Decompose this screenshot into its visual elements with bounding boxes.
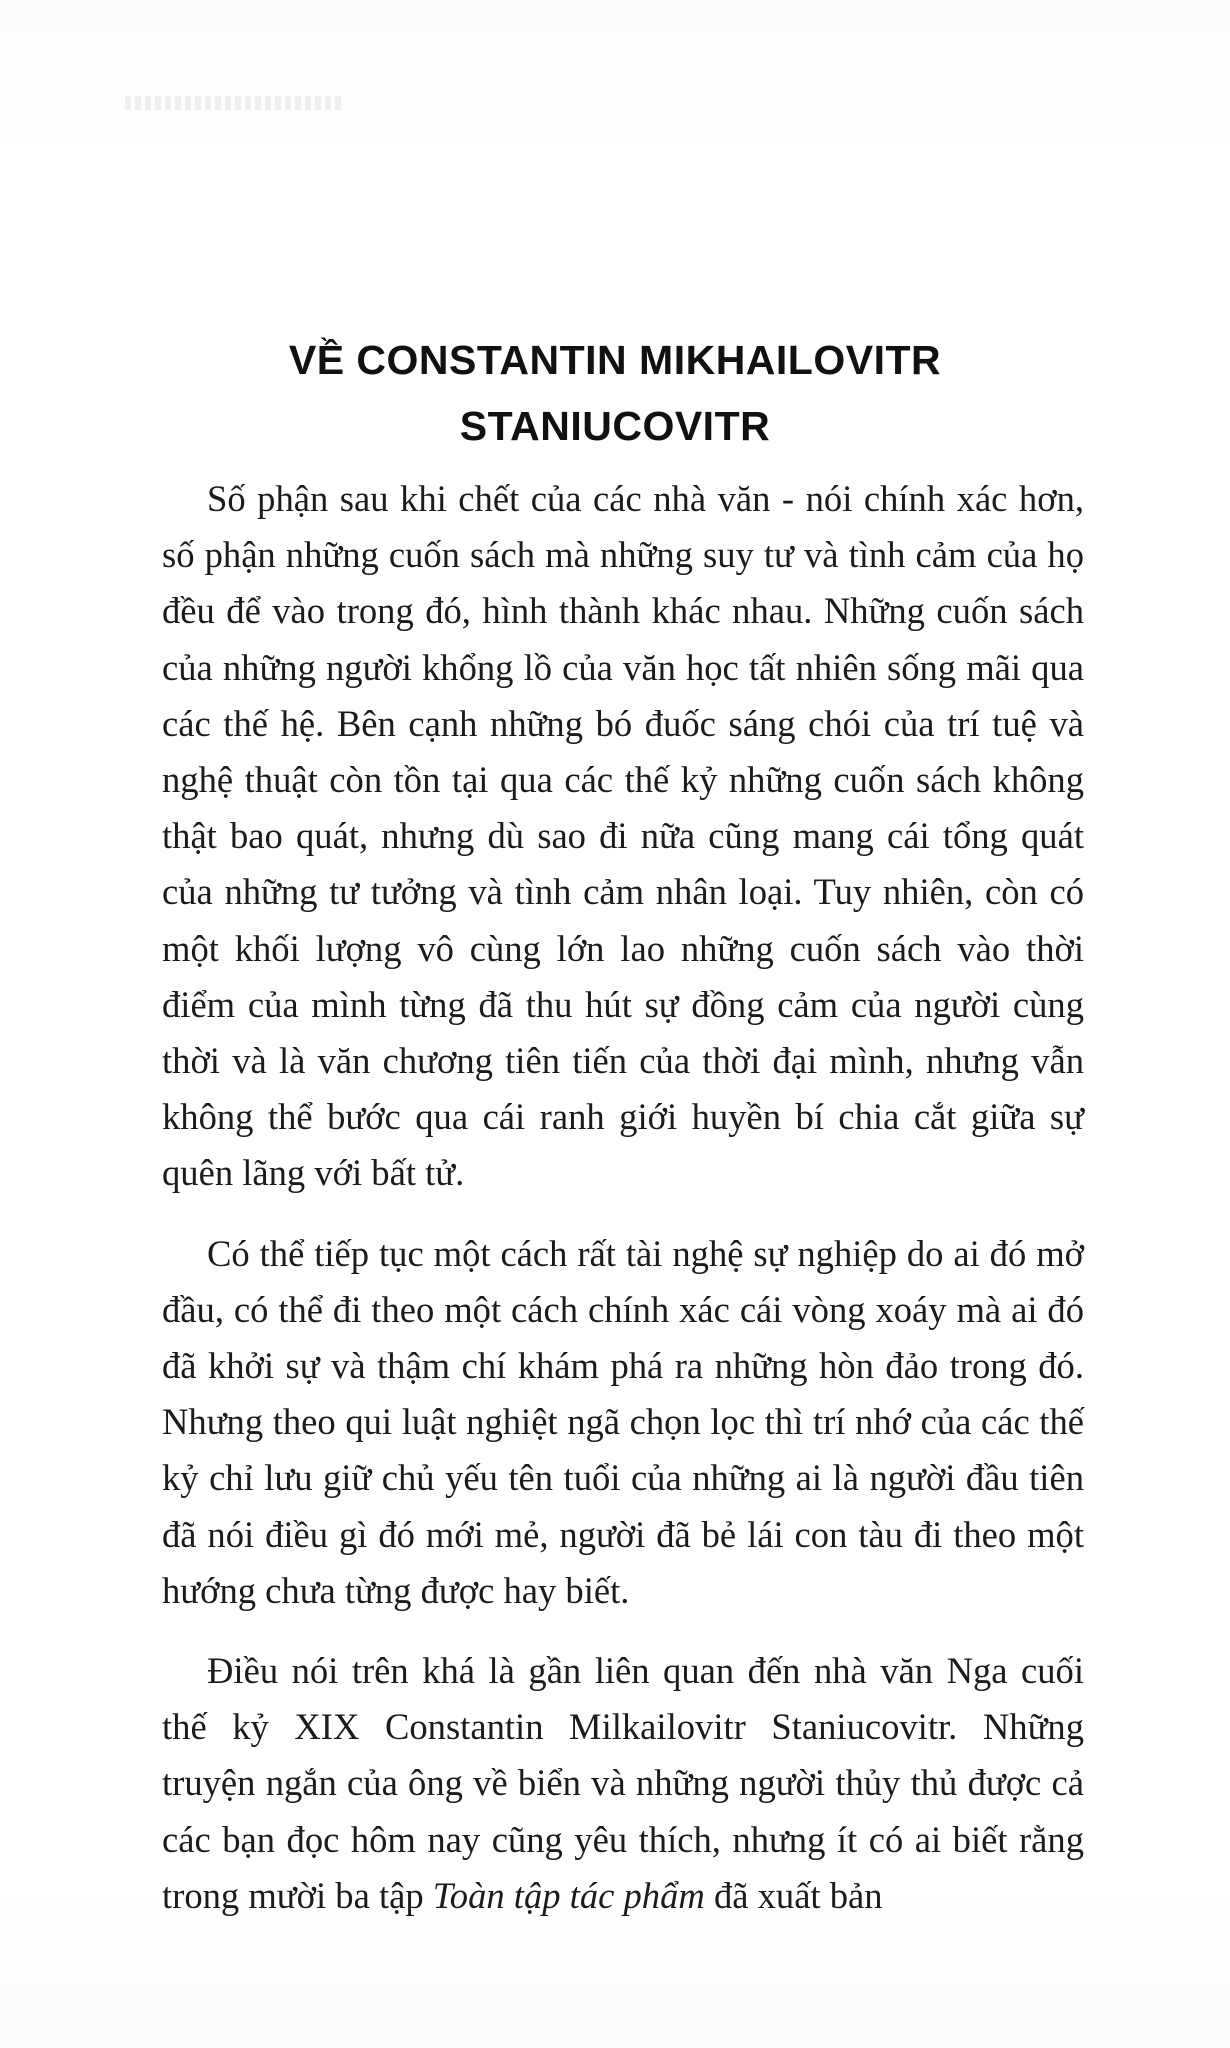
chapter-heading: [160, 327, 1070, 459]
paragraph-3-continuation: đã xuất bản: [704, 1874, 883, 1916]
paragraph-1: Số phận sau khi chết của các nhà văn - nói chính xác hơn, số phận những cuốn sách mà những suy tư và tình cảm của họ đều để vào trong đó, hình thành khác nhau. Những cuốn sách của những người khổng lồ của văn học tất nhiên sống mãi qua các thế hệ. Bên cạnh những bó đuốc sáng chói của trí tuệ và nghệ thuật còn tồn tại qua các thế kỷ những cuốn sách không thật bao quát, nhưng dù sao đi nữa cũng mang cái tổng quát của những tư tưởng và tình cảm nhân loại. Tuy nhiên, còn có một khối lượng vô cùng lớn lao những cuốn sách vào thời điểm của mình từng đã thu hút sự đồng cảm của người cùng thời và là văn chương tiên tiến của thời đại mình, nhưng vẫn không thể bước qua cái ranh giới huyền bí chia cắt giữa sự quên lãng với bất tử.: [162, 478, 1084, 1194]
paragraph-2: Có thể tiếp tục một cách rất tài nghệ sự nghiệp do ai đó mở đầu, có thể đi theo một cách chính xác cái vòng xoáy mà ai đó đã khởi sự và thậm chí khám phá ra những hòn đảo trong đó. Nhưng theo qui luật nghiệt ngã chọn lọc thì trí nhớ của các thế kỷ chỉ lưu giữ chủ yếu tên tuổi của những ai là người đầu tiên đã nói điều gì đó mới mẻ, người đã bẻ lái con tàu đi theo một hướng chưa từng được hay biết.: [162, 1232, 1084, 1611]
chapter-heading-line-1: VỀ CONSTANTIN MIKHAILOVITR: [288, 337, 942, 384]
chapter-heading-line-2: STANIUCOVITR: [459, 403, 771, 450]
faint-header-bleed: [125, 96, 345, 110]
book-title-italic: Toàn tập tác phẩm: [432, 1874, 705, 1916]
paragraph-3-text: Điều nói trên khá là gần liên quan đến nhà văn Nga cuối thế kỷ XIX Constantin Milkailovitr Staniucovitr. Những truyện ngắn của ông về biển và những người thủy thủ được cả các bạn đọc hôm nay cũng yêu thích, nhưng ít có ai biết rằng trong mười ba tập: [162, 1650, 1084, 1916]
paragraph-3: [162, 1643, 1084, 1924]
body-text: [162, 471, 1084, 1948]
